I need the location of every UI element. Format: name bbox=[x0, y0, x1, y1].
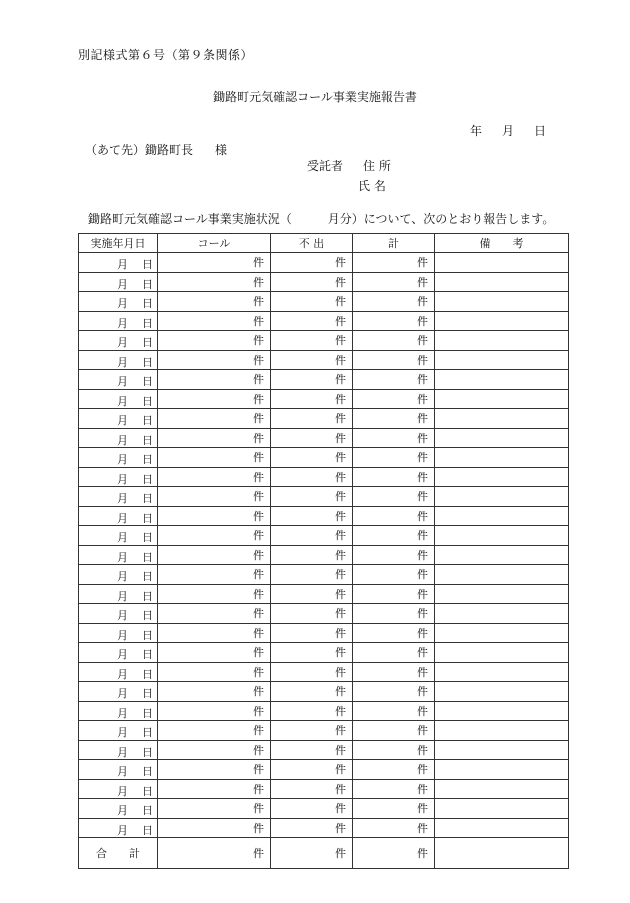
table-row bbox=[79, 389, 569, 409]
row-remarks[interactable] bbox=[435, 311, 569, 331]
row-date[interactable] bbox=[79, 779, 158, 799]
total-label bbox=[79, 838, 158, 869]
row-total-count[interactable]: 件 bbox=[353, 545, 435, 565]
row-no-answer-count[interactable]: 件 bbox=[271, 740, 353, 760]
row-call-count[interactable]: 件 bbox=[158, 643, 271, 663]
row-total-count[interactable]: 件 bbox=[353, 350, 435, 370]
row-day: 日 bbox=[142, 472, 153, 486]
row-remarks[interactable] bbox=[435, 506, 569, 526]
row-no-answer-count[interactable]: 件 bbox=[271, 428, 353, 448]
table-row bbox=[79, 370, 569, 390]
row-day: 日 bbox=[142, 667, 153, 681]
total-call-count[interactable]: 件 bbox=[158, 838, 271, 869]
header-date: 実施年月日 bbox=[79, 234, 158, 253]
header-no-answer: 不 出 bbox=[271, 234, 353, 253]
trustee-name-label: 氏 名 bbox=[358, 179, 386, 193]
form-number: 別記様式第６号（第９条関係） bbox=[78, 48, 254, 62]
row-month: 月 bbox=[117, 706, 128, 720]
row-no-answer-count[interactable]: 件 bbox=[271, 721, 353, 741]
table-row bbox=[79, 448, 569, 468]
row-remarks[interactable] bbox=[435, 682, 569, 702]
row-remarks[interactable] bbox=[435, 623, 569, 643]
row-date[interactable] bbox=[79, 545, 158, 565]
row-date[interactable] bbox=[79, 584, 158, 604]
row-month: 月 bbox=[117, 297, 128, 310]
row-day: 日 bbox=[142, 492, 153, 505]
row-date[interactable] bbox=[79, 428, 158, 448]
table-row bbox=[79, 545, 569, 565]
table-header-row bbox=[79, 234, 569, 253]
table-row bbox=[79, 682, 569, 702]
row-call-count[interactable]: 件 bbox=[158, 253, 271, 273]
row-month: 月 bbox=[117, 531, 128, 544]
row-remarks[interactable] bbox=[435, 428, 569, 448]
table-row bbox=[79, 409, 569, 429]
row-no-answer-count[interactable]: 件 bbox=[271, 331, 353, 351]
row-month: 月 bbox=[117, 472, 128, 486]
row-total-count[interactable]: 件 bbox=[353, 370, 435, 390]
row-remarks[interactable] bbox=[435, 584, 569, 604]
row-date[interactable] bbox=[79, 350, 158, 370]
row-total-count[interactable]: 件 bbox=[353, 604, 435, 624]
row-date[interactable] bbox=[79, 487, 158, 507]
table-row bbox=[79, 565, 569, 585]
table-row bbox=[79, 292, 569, 312]
date-line bbox=[470, 122, 546, 139]
row-day: 日 bbox=[142, 648, 153, 661]
row-date[interactable] bbox=[79, 526, 158, 546]
row-date[interactable] bbox=[79, 623, 158, 643]
row-call-count[interactable]: 件 bbox=[158, 428, 271, 448]
row-call-count[interactable]: 件 bbox=[158, 448, 271, 468]
row-date[interactable] bbox=[79, 506, 158, 526]
total-no-answer-count[interactable]: 件 bbox=[271, 838, 353, 869]
row-remarks[interactable] bbox=[435, 818, 569, 838]
row-day: 日 bbox=[142, 570, 153, 583]
row-call-count[interactable]: 件 bbox=[158, 701, 271, 721]
row-no-answer-count[interactable]: 件 bbox=[271, 272, 353, 292]
row-no-answer-count[interactable]: 件 bbox=[271, 818, 353, 838]
row-remarks[interactable] bbox=[435, 448, 569, 468]
table-row bbox=[79, 467, 569, 487]
row-call-count[interactable]: 件 bbox=[158, 623, 271, 643]
row-no-answer-count[interactable]: 件 bbox=[271, 526, 353, 546]
row-total-count[interactable]: 件 bbox=[353, 428, 435, 448]
row-day: 日 bbox=[142, 414, 153, 427]
row-day: 日 bbox=[142, 726, 153, 739]
row-date[interactable] bbox=[79, 721, 158, 741]
table-row bbox=[79, 799, 569, 819]
row-month: 月 bbox=[117, 648, 128, 661]
row-total-count[interactable]: 件 bbox=[353, 487, 435, 507]
header-remarks: 備 考 bbox=[435, 234, 569, 253]
row-no-answer-count[interactable]: 件 bbox=[271, 292, 353, 312]
row-date[interactable] bbox=[79, 682, 158, 702]
trustee-label: 受託者 bbox=[307, 159, 344, 173]
row-remarks[interactable] bbox=[435, 331, 569, 351]
table-row bbox=[79, 331, 569, 351]
trustee-address-label: 住 所 bbox=[363, 159, 391, 173]
row-date[interactable] bbox=[79, 604, 158, 624]
row-call-count[interactable]: 件 bbox=[158, 311, 271, 331]
row-date[interactable] bbox=[79, 467, 158, 487]
row-call-count[interactable]: 件 bbox=[158, 331, 271, 351]
total-label-1: 合 bbox=[96, 847, 107, 860]
row-month: 月 bbox=[117, 570, 128, 583]
row-month: 月 bbox=[117, 550, 128, 564]
table-row bbox=[79, 272, 569, 292]
row-remarks[interactable] bbox=[435, 604, 569, 624]
row-no-answer-count[interactable]: 件 bbox=[271, 389, 353, 409]
row-date[interactable] bbox=[79, 643, 158, 663]
row-no-answer-count[interactable]: 件 bbox=[271, 643, 353, 663]
row-month: 月 bbox=[117, 765, 128, 778]
row-date[interactable] bbox=[79, 799, 158, 819]
row-total-count[interactable]: 件 bbox=[353, 760, 435, 780]
document-title: 鋤路町元気確認コール事業実施報告書 bbox=[213, 90, 417, 104]
row-total-count[interactable]: 件 bbox=[353, 721, 435, 741]
table-row bbox=[79, 311, 569, 331]
addressee-name: 鋤路町長 bbox=[145, 143, 194, 157]
row-call-count[interactable]: 件 bbox=[158, 818, 271, 838]
row-date[interactable] bbox=[79, 272, 158, 292]
row-date[interactable] bbox=[79, 253, 158, 273]
total-remarks[interactable] bbox=[435, 838, 569, 869]
row-total-count[interactable]: 件 bbox=[353, 623, 435, 643]
addressee bbox=[85, 141, 227, 158]
row-total-count[interactable]: 件 bbox=[353, 643, 435, 663]
row-call-count[interactable]: 件 bbox=[158, 565, 271, 585]
table-row bbox=[79, 779, 569, 799]
row-month: 月 bbox=[117, 336, 128, 349]
row-call-count[interactable]: 件 bbox=[158, 370, 271, 390]
row-date[interactable] bbox=[79, 409, 158, 429]
row-no-answer-count[interactable]: 件 bbox=[271, 565, 353, 585]
row-call-count[interactable]: 件 bbox=[158, 350, 271, 370]
table-row bbox=[79, 701, 569, 721]
row-total-count[interactable]: 件 bbox=[353, 779, 435, 799]
row-total-count[interactable]: 件 bbox=[353, 682, 435, 702]
row-call-count[interactable]: 件 bbox=[158, 467, 271, 487]
row-date[interactable] bbox=[79, 818, 158, 838]
row-day: 日 bbox=[142, 550, 153, 564]
row-total-count[interactable]: 件 bbox=[353, 662, 435, 682]
addressee-prefix: （あて先） bbox=[85, 143, 146, 157]
row-remarks[interactable] bbox=[435, 779, 569, 799]
trustee-block bbox=[307, 157, 391, 174]
row-remarks[interactable] bbox=[435, 253, 569, 273]
row-no-answer-count[interactable]: 件 bbox=[271, 662, 353, 682]
row-total-count[interactable]: 件 bbox=[353, 272, 435, 292]
row-remarks[interactable] bbox=[435, 467, 569, 487]
row-no-answer-count[interactable]: 件 bbox=[271, 623, 353, 643]
row-no-answer-count[interactable]: 件 bbox=[271, 760, 353, 780]
row-month: 月 bbox=[117, 375, 128, 388]
table-row bbox=[79, 584, 569, 604]
row-day: 日 bbox=[142, 531, 153, 544]
row-total-count[interactable]: 件 bbox=[353, 311, 435, 331]
row-call-count[interactable]: 件 bbox=[158, 272, 271, 292]
row-no-answer-count[interactable]: 件 bbox=[271, 370, 353, 390]
row-no-answer-count[interactable]: 件 bbox=[271, 779, 353, 799]
row-no-answer-count[interactable]: 件 bbox=[271, 545, 353, 565]
row-total-count[interactable]: 件 bbox=[353, 818, 435, 838]
row-total-count[interactable]: 件 bbox=[353, 331, 435, 351]
total-total-count[interactable]: 件 bbox=[353, 838, 435, 869]
row-month: 月 bbox=[117, 589, 128, 603]
date-year: 年 bbox=[470, 124, 483, 138]
row-day: 日 bbox=[142, 609, 153, 622]
row-total-count[interactable]: 件 bbox=[353, 565, 435, 585]
table-row bbox=[79, 721, 569, 741]
row-total-count[interactable]: 件 bbox=[353, 799, 435, 819]
row-day: 日 bbox=[142, 823, 153, 837]
row-month: 月 bbox=[117, 628, 128, 642]
row-call-count[interactable]: 件 bbox=[158, 682, 271, 702]
row-call-count[interactable]: 件 bbox=[158, 506, 271, 526]
row-day: 日 bbox=[142, 628, 153, 642]
row-remarks[interactable] bbox=[435, 799, 569, 819]
row-month: 月 bbox=[117, 687, 128, 700]
row-call-count[interactable]: 件 bbox=[158, 779, 271, 799]
row-month: 月 bbox=[117, 394, 128, 408]
row-no-answer-count[interactable]: 件 bbox=[271, 350, 353, 370]
row-no-answer-count[interactable]: 件 bbox=[271, 701, 353, 721]
row-date[interactable] bbox=[79, 448, 158, 468]
row-remarks[interactable] bbox=[435, 526, 569, 546]
row-month: 月 bbox=[117, 667, 128, 681]
row-call-count[interactable]: 件 bbox=[158, 740, 271, 760]
row-day: 日 bbox=[142, 336, 153, 349]
row-call-count[interactable]: 件 bbox=[158, 545, 271, 565]
row-no-answer-count[interactable]: 件 bbox=[271, 799, 353, 819]
row-remarks[interactable] bbox=[435, 409, 569, 429]
table-row bbox=[79, 487, 569, 507]
row-call-count[interactable]: 件 bbox=[158, 604, 271, 624]
table-row bbox=[79, 506, 569, 526]
row-day: 日 bbox=[142, 316, 153, 330]
addressee-honorific: 様 bbox=[215, 143, 228, 157]
row-date[interactable] bbox=[79, 662, 158, 682]
row-remarks[interactable] bbox=[435, 389, 569, 409]
header-total: 計 bbox=[353, 234, 435, 253]
table-total-row bbox=[79, 838, 569, 869]
date-month: 月 bbox=[502, 124, 515, 138]
row-day: 日 bbox=[142, 433, 153, 447]
row-day: 日 bbox=[142, 589, 153, 603]
row-month: 月 bbox=[117, 745, 128, 759]
row-total-count[interactable]: 件 bbox=[353, 526, 435, 546]
header-call: コール bbox=[158, 234, 271, 253]
row-day: 日 bbox=[142, 277, 153, 291]
row-month: 月 bbox=[117, 784, 128, 798]
row-date[interactable] bbox=[79, 292, 158, 312]
row-month: 月 bbox=[117, 355, 128, 369]
row-month: 月 bbox=[117, 823, 128, 837]
row-remarks[interactable] bbox=[435, 662, 569, 682]
row-month: 月 bbox=[117, 492, 128, 505]
row-total-count[interactable]: 件 bbox=[353, 584, 435, 604]
row-call-count[interactable]: 件 bbox=[158, 721, 271, 741]
row-call-count[interactable]: 件 bbox=[158, 292, 271, 312]
row-date[interactable] bbox=[79, 370, 158, 390]
row-call-count[interactable]: 件 bbox=[158, 389, 271, 409]
row-month: 月 bbox=[117, 453, 128, 466]
row-call-count[interactable]: 件 bbox=[158, 409, 271, 429]
row-no-answer-count[interactable]: 件 bbox=[271, 311, 353, 331]
row-remarks[interactable] bbox=[435, 272, 569, 292]
row-call-count[interactable]: 件 bbox=[158, 584, 271, 604]
table-row bbox=[79, 740, 569, 760]
row-remarks[interactable] bbox=[435, 565, 569, 585]
row-remarks[interactable] bbox=[435, 487, 569, 507]
row-day: 日 bbox=[142, 297, 153, 310]
table-row bbox=[79, 623, 569, 643]
row-remarks[interactable] bbox=[435, 740, 569, 760]
row-month: 月 bbox=[117, 804, 128, 817]
row-month: 月 bbox=[117, 511, 128, 525]
report-table bbox=[78, 233, 569, 869]
row-day: 日 bbox=[142, 804, 153, 817]
row-day: 日 bbox=[142, 355, 153, 369]
row-month: 月 bbox=[117, 414, 128, 427]
row-call-count[interactable]: 件 bbox=[158, 662, 271, 682]
row-remarks[interactable] bbox=[435, 721, 569, 741]
row-month: 月 bbox=[117, 316, 128, 330]
row-month: 月 bbox=[117, 258, 128, 271]
row-month: 月 bbox=[117, 609, 128, 622]
table-row bbox=[79, 526, 569, 546]
table-row bbox=[79, 760, 569, 780]
row-total-count[interactable]: 件 bbox=[353, 389, 435, 409]
row-date[interactable] bbox=[79, 740, 158, 760]
total-label-2: 計 bbox=[129, 847, 140, 860]
table-row bbox=[79, 643, 569, 663]
row-total-count[interactable]: 件 bbox=[353, 409, 435, 429]
row-day: 日 bbox=[142, 765, 153, 778]
row-call-count[interactable]: 件 bbox=[158, 760, 271, 780]
row-no-answer-count[interactable]: 件 bbox=[271, 506, 353, 526]
table-row bbox=[79, 253, 569, 273]
row-date[interactable] bbox=[79, 565, 158, 585]
table-row bbox=[79, 604, 569, 624]
table-row bbox=[79, 350, 569, 370]
row-total-count[interactable]: 件 bbox=[353, 740, 435, 760]
row-total-count[interactable]: 件 bbox=[353, 448, 435, 468]
row-call-count[interactable]: 件 bbox=[158, 487, 271, 507]
date-day: 日 bbox=[534, 124, 547, 138]
row-no-answer-count[interactable]: 件 bbox=[271, 253, 353, 273]
row-day: 日 bbox=[142, 706, 153, 720]
row-call-count[interactable]: 件 bbox=[158, 526, 271, 546]
row-total-count[interactable]: 件 bbox=[353, 506, 435, 526]
row-no-answer-count[interactable]: 件 bbox=[271, 682, 353, 702]
row-total-count[interactable]: 件 bbox=[353, 292, 435, 312]
table-row bbox=[79, 662, 569, 682]
row-day: 日 bbox=[142, 258, 153, 271]
row-remarks[interactable] bbox=[435, 370, 569, 390]
row-month: 月 bbox=[117, 277, 128, 291]
row-date[interactable] bbox=[79, 701, 158, 721]
row-day: 日 bbox=[142, 745, 153, 759]
row-month: 月 bbox=[117, 726, 128, 739]
row-month: 月 bbox=[117, 433, 128, 447]
row-no-answer-count[interactable]: 件 bbox=[271, 584, 353, 604]
row-day: 日 bbox=[142, 375, 153, 388]
row-remarks[interactable] bbox=[435, 545, 569, 565]
row-no-answer-count[interactable]: 件 bbox=[271, 467, 353, 487]
row-total-count[interactable]: 件 bbox=[353, 701, 435, 721]
row-no-answer-count[interactable]: 件 bbox=[271, 487, 353, 507]
table-row bbox=[79, 428, 569, 448]
row-date[interactable] bbox=[79, 760, 158, 780]
row-day: 日 bbox=[142, 453, 153, 466]
row-remarks[interactable] bbox=[435, 760, 569, 780]
row-day: 日 bbox=[142, 511, 153, 525]
table-row bbox=[79, 818, 569, 838]
row-call-count[interactable]: 件 bbox=[158, 799, 271, 819]
row-total-count[interactable]: 件 bbox=[353, 467, 435, 487]
row-remarks[interactable] bbox=[435, 643, 569, 663]
row-no-answer-count[interactable]: 件 bbox=[271, 604, 353, 624]
row-date[interactable] bbox=[79, 311, 158, 331]
row-no-answer-count[interactable]: 件 bbox=[271, 448, 353, 468]
row-date[interactable] bbox=[79, 331, 158, 351]
row-remarks[interactable] bbox=[435, 292, 569, 312]
row-day: 日 bbox=[142, 687, 153, 700]
row-total-count[interactable]: 件 bbox=[353, 253, 435, 273]
row-day: 日 bbox=[142, 394, 153, 408]
row-date[interactable] bbox=[79, 389, 158, 409]
row-no-answer-count[interactable]: 件 bbox=[271, 409, 353, 429]
intro-text: 鋤路町元気確認コール事業実施状況（ 月分）について、次のとおり報告します。 bbox=[88, 212, 555, 226]
row-day: 日 bbox=[142, 784, 153, 798]
row-remarks[interactable] bbox=[435, 350, 569, 370]
row-remarks[interactable] bbox=[435, 701, 569, 721]
